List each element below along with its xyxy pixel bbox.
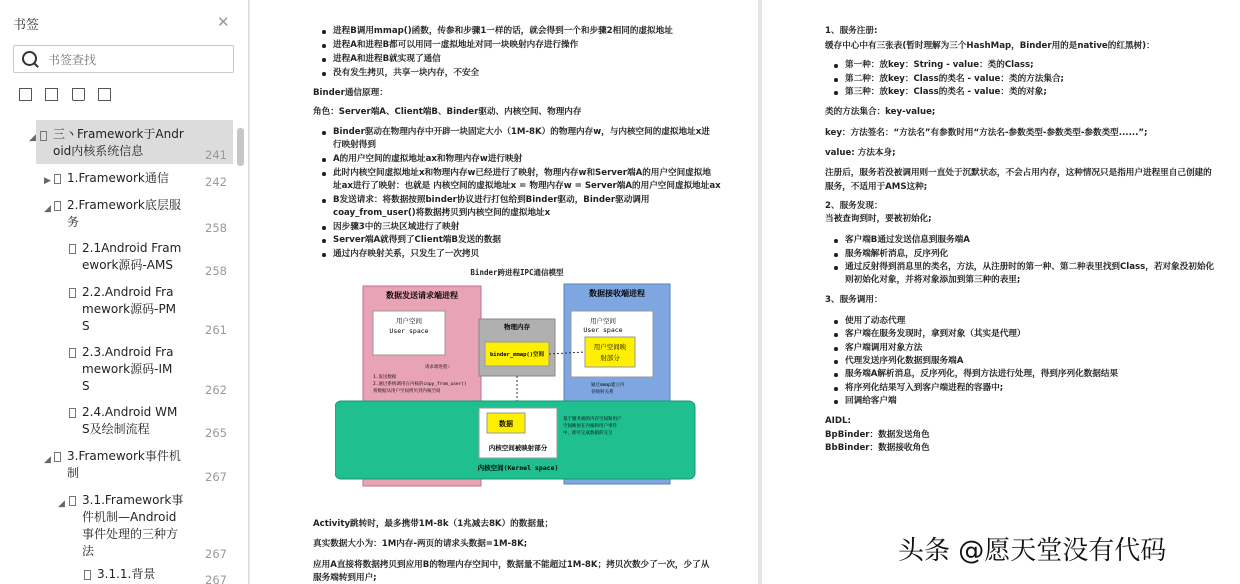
data-label: 数据 [499, 420, 513, 428]
kernel-note: 基于服务端的内存空间和用户 [563, 417, 622, 422]
tree-item-label: mework源码-IM [82, 362, 173, 376]
bullet [322, 172, 326, 176]
bookmark-icon [69, 244, 76, 254]
section-heading: 2、服务发现： [825, 201, 883, 211]
bullet [834, 373, 838, 377]
text-line: 服务端A解析消息，反序列化，得到方法进行处理，得到序列化数据结果 [845, 369, 1119, 379]
text-line: value: 方法本身; [825, 148, 896, 158]
bullet [834, 333, 838, 337]
sender-note: 2.通过系统调用在内核的copy_from_user() [373, 382, 467, 387]
close-icon[interactable]: ✕ [217, 13, 230, 31]
text-line: 缓存中心中有三张表(暂时理解为三个HashMap，Binder用的是native的红黑树)： [825, 41, 1155, 51]
bullet [322, 44, 326, 48]
receiver-note: 通过mmap建立内 [591, 383, 625, 388]
tree-item-label: 2.3.Android Fra [82, 345, 174, 359]
tree-item-label: 事件处理的三种方 [82, 527, 179, 541]
mmap-space-label: binder_mmap()空间 [489, 352, 545, 358]
bookmark-icon [69, 408, 76, 418]
receiver-note: 存映射关系 [591, 390, 614, 395]
tree-item-label: S [82, 319, 90, 333]
bullet [834, 253, 838, 257]
section-heading: 3、服务调用： [825, 295, 883, 305]
tree-item[interactable] [0, 170, 240, 190]
tree-item-label: 2.Framework底层服 [67, 198, 181, 212]
section-heading: 1、服务注册: [825, 26, 878, 36]
bullet [834, 78, 838, 82]
page-number: 267 [205, 573, 227, 584]
user-space-label: 用户空间 [590, 317, 616, 325]
bookmark-icon[interactable] [98, 88, 111, 101]
bookmark-icon [69, 348, 76, 358]
tree-item[interactable] [0, 197, 240, 237]
sender-note: 1.发送数据 [373, 375, 397, 380]
text-line: 真实数据大小为：1M内存-两页的请求头数据=1M-8K; [313, 539, 528, 549]
bullet [322, 30, 326, 34]
text-line: Binder驱动在物理内存中开辟一块固定大小（1M-8K）的物理内存w，与内核空间的虚拟地址x进 [333, 127, 710, 137]
text-line: 址ax进行了映射：也就是 内核空间的虚拟地址x = 物理内存w = Server端A的用户空间虚拟地址ax [333, 181, 721, 191]
page-number: 258 [205, 221, 227, 235]
bookmark-icon [40, 131, 47, 141]
bookmark-search-box[interactable] [13, 45, 234, 73]
bookmark-tree [0, 118, 240, 584]
text-line: 没有发生拷贝，共享一块内存，不安全 [333, 68, 480, 78]
tree-item-label: mework源码-PM [82, 302, 177, 316]
text-line: 第一种：放key：String - value：类的Class; [845, 60, 1034, 70]
text-line: 进程A和进程B都可以用同一虚拟地址对同一块映射内存进行操作 [333, 40, 579, 50]
expand-all-icon[interactable] [19, 88, 32, 101]
text-line: 此时内核空间虚拟地址x和物理内存w已经进行了映射，物理内存w和Server端A的用户空间虚拟地 [333, 168, 711, 178]
text-line: 注册后，服务若没被调用则一直处于沉默状态，不会占用内存，这种情况只是指用户进程里自己创建的 [825, 168, 1212, 178]
bullet [834, 91, 838, 95]
text-line: 客户端在服务发现时，拿到对象（其实是代理） [845, 329, 1026, 339]
text-line: 进程B调用mmap()函数，传参和步骤1一样的话，就会得到一个和步骤2相同的虚拟地址 [333, 26, 673, 36]
text-line: 行映射得到 [333, 140, 376, 150]
tree-item[interactable] [0, 448, 240, 488]
tree-item[interactable] [0, 404, 240, 444]
text-line: 将序列化结果写入到客户端进程的容器中; [845, 383, 1004, 393]
text-line: 则初始化对象，并将对象添加到第三种的表里; [845, 275, 1021, 285]
bullet [322, 72, 326, 76]
text-line: Server端A就得到了Client端B发送的数据 [333, 235, 501, 245]
bookmark-icon [54, 452, 61, 462]
section-heading: Binder通信原理： [313, 88, 388, 98]
bullet [322, 58, 326, 62]
text-line: coay_from_user()将数据拷贝到内核空间的虚拟地址x [333, 208, 551, 218]
bullet [834, 320, 838, 324]
receiver-title: 数据接收端进程 [589, 289, 645, 298]
text-line: key：方法签名：“方法名”有参数时用“方法名-参数类型-参数类型-参数类型......”; [825, 128, 1148, 138]
tree-item[interactable] [0, 126, 240, 166]
bullet [834, 400, 838, 404]
caret-down-icon[interactable]: ◢ [58, 499, 65, 509]
tree-item-label: 2.4.Android WM [82, 405, 178, 419]
tree-item-label: 1.Framework通信 [67, 171, 169, 185]
kernel-map-label: 内核空间被映射部分 [488, 444, 548, 452]
text-line: 使用了动态代理 [845, 316, 906, 326]
tree-item-label: 法 [82, 544, 95, 558]
tree-item-label: ework源码-AMS [82, 258, 173, 272]
page-number: 241 [205, 148, 227, 162]
user-map-box [585, 337, 635, 367]
caret-down-icon[interactable]: ◢ [44, 204, 51, 214]
tree-item-label: 3.1.1.背景 [97, 567, 156, 581]
search-icon [22, 51, 37, 66]
bullet [322, 239, 326, 243]
user-space-en-label: User space [389, 327, 429, 335]
bullet [834, 239, 838, 243]
bullet [834, 64, 838, 68]
watermark: 头条 @愿天堂没有代码 [898, 536, 1167, 566]
tree-item[interactable] [0, 240, 240, 280]
text-line: 第二种：放key：Class的类名 - value：类的方法集合; [845, 74, 1064, 84]
user-space-en-label: User space [583, 326, 623, 334]
text-line: 进程A和进程B就实现了通信 [333, 54, 441, 64]
text-line: 通过内存映射关系，只发生了一次拷贝 [333, 249, 480, 259]
bookmark-icon [54, 174, 61, 184]
bullet [834, 387, 838, 391]
user-map-label: 用户空间映 [593, 343, 627, 351]
text-line: 客户端B通过发送信息到服务端A [845, 235, 970, 245]
bullet [834, 360, 838, 364]
text-line: 应用A直接将数据拷贝到应用B的物理内存空间中，数据量不能超过1M-8K；拷贝次数少了一次，少了从 [313, 560, 710, 570]
sender-note: 将数据从用户空间拷贝到内核空间 [373, 389, 441, 394]
bullet [322, 253, 326, 257]
bookmark-icon [54, 201, 61, 211]
text-line: 角色：Server端A、Client端B、Binder驱动、内核空间、物理内存 [313, 107, 582, 117]
tree-item-label: 务 [67, 215, 80, 229]
bullet [322, 226, 326, 230]
tree-item-label: S [82, 379, 90, 393]
bookmark-search-input[interactable] [46, 50, 230, 70]
diagram-title: Binder跨进程IPC通信模型 [470, 268, 564, 277]
kernel-label: 内核空间(Kernel space) [477, 464, 559, 472]
tree-item[interactable] [0, 566, 240, 584]
bullet [834, 266, 838, 270]
page-number: 262 [205, 383, 227, 397]
bookmark-icon [69, 496, 76, 506]
page-number: 261 [205, 323, 227, 337]
sidebar-title: 书签 [13, 18, 40, 33]
tree-item[interactable] [0, 284, 240, 340]
kernel-note: 中，即可完成数据的交互 [563, 431, 613, 436]
page-number: 267 [205, 547, 227, 561]
tree-item-label: 2.1Android Fram [82, 241, 182, 255]
text-line: 服务端解析消息，反序列化 [845, 249, 949, 259]
physical-memory-label: 物理内存 [504, 323, 530, 331]
caret-down-icon[interactable]: ◢ [29, 133, 36, 143]
tree-item-label: oid内核系统信息 [53, 144, 144, 158]
text-line: 当被查询到时，要被初始化; [825, 214, 932, 224]
tree-item-label: 3.Framework事件机 [67, 449, 181, 463]
add-bookmark-icon[interactable] [72, 88, 85, 101]
text-line: 因步骤3中的三块区域进行了映射 [333, 222, 460, 232]
tree-item[interactable] [0, 492, 240, 562]
page-number: 258 [205, 264, 227, 278]
bullet [322, 158, 326, 162]
sender-title: 数据发送请求端进程 [386, 291, 458, 300]
page-number: 242 [205, 175, 227, 189]
text-line: 通过反射得到消息里的类名，方法，从注册时的第一种、第二种表里找到Class，若对象没初始化 [845, 262, 1215, 272]
text-line: 代理发送序列化数据到服务端A [845, 356, 964, 366]
tree-item-label: 三丶Framework于Andr [53, 127, 184, 141]
bookmark-sidebar [0, 0, 249, 584]
tree-item-label: 件机制—Android [82, 510, 177, 524]
tree-item-label: 2.2.Android Fra [82, 285, 174, 299]
text-line: 第三种：放key：Class的类名 - value：类的对象; [845, 87, 1047, 97]
kernel-note: 空间映射在内核和用户事件 [563, 424, 617, 429]
bullet [322, 131, 326, 135]
caret-right-icon[interactable]: ▶ [44, 176, 51, 186]
text-line: 类的方法集合：key-value; [825, 107, 936, 117]
tree-item-label: 3.1.Framework事 [82, 493, 184, 507]
binder-ipc-diagram [335, 268, 700, 488]
user-space-label: 用户空间 [396, 317, 422, 325]
page-number: 267 [205, 470, 227, 484]
collapse-all-icon[interactable] [45, 88, 58, 101]
text-line: B发送请求：将数据按照binder协议进行打包给到Binder驱动，Binder驱动调用 [333, 195, 650, 205]
text-line: 服务端转到用户; [313, 573, 377, 583]
user-map-label-2: 射部分 [600, 354, 620, 362]
text-line: 客户端调用对象方法 [845, 343, 923, 353]
text-line: Activity跳转时，最多携带1M-8k（1兆减去8K）的数据量； [313, 519, 554, 529]
text-line: BpBinder：数据发送角色 [825, 430, 930, 440]
text-line: AIDL: [825, 416, 851, 426]
tree-item-label: 制 [67, 466, 80, 480]
bullet [834, 347, 838, 351]
bookmark-icon [84, 570, 91, 580]
text-line: A的用户空间的虚拟地址ax和物理内存w进行映射 [333, 154, 523, 164]
bullet [322, 199, 326, 203]
tree-item-label: S及绘制流程 [82, 422, 150, 436]
text-line: BbBinder：数据接收角色 [825, 443, 930, 453]
text-line: 回调给客户端 [845, 396, 897, 406]
sidebar-scrollbar[interactable] [237, 128, 244, 166]
page-number: 265 [205, 426, 227, 440]
sender-note: 请求端进程: [425, 365, 451, 370]
bookmark-icon [69, 288, 76, 298]
tree-item[interactable] [0, 344, 240, 400]
text-line: 服务，不适用于AMS这种; [825, 182, 928, 192]
caret-down-icon[interactable]: ◢ [44, 455, 51, 465]
